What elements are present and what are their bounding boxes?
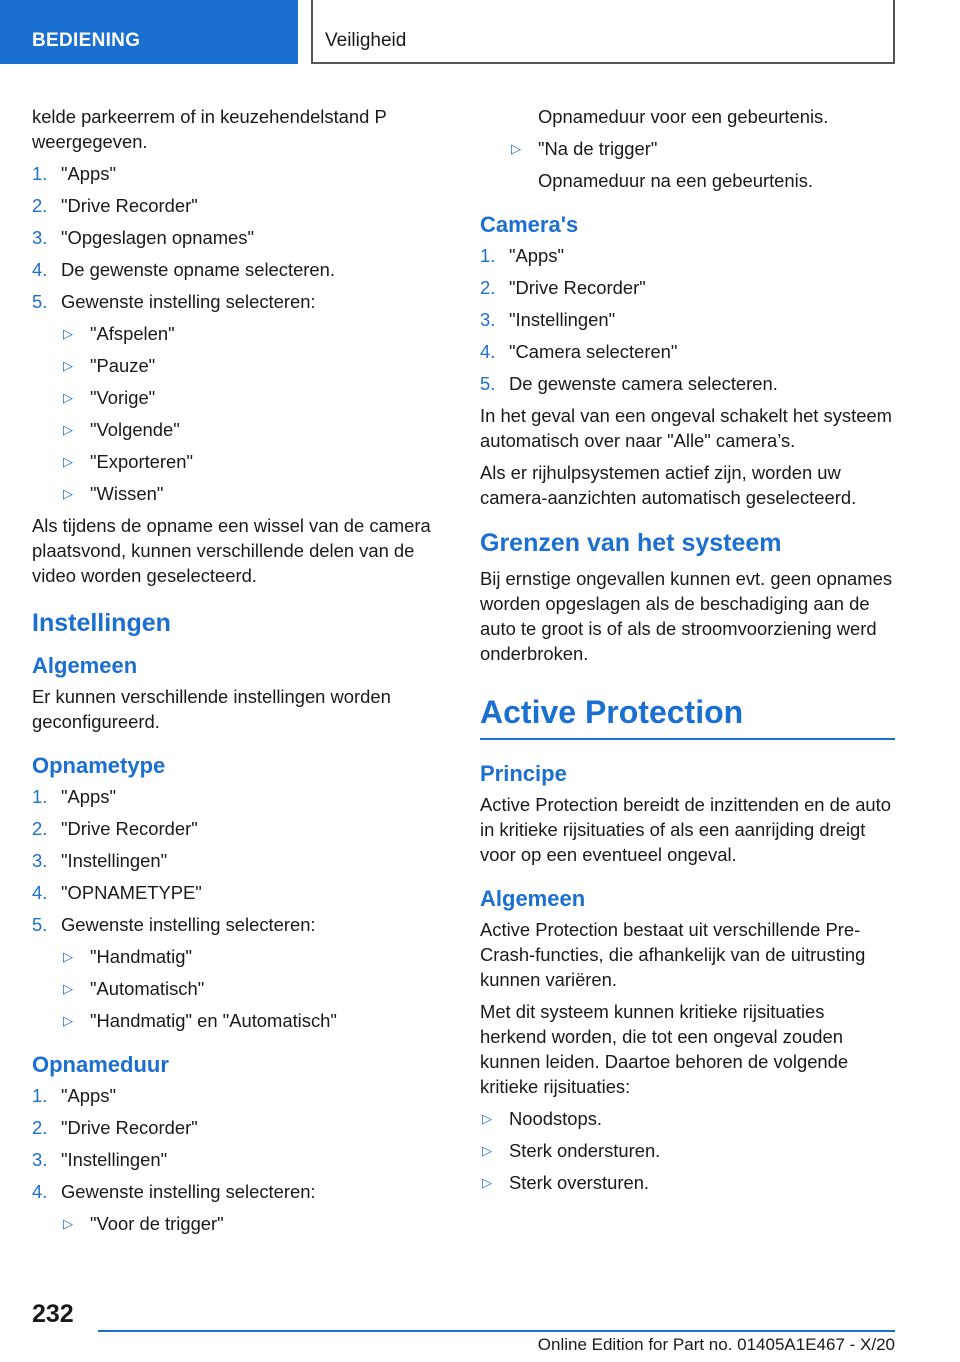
list-item-text: "Pauze": [90, 355, 156, 376]
step-number: 2.: [32, 195, 48, 216]
sub-list-opnameduur: [32, 1211, 444, 1236]
auto-switch-paragraph: In het geval van een ongeval schakelt het systeem automatisch over naar "Alle" camera’s.: [480, 405, 893, 451]
triangle-bullet-icon: ▷: [63, 326, 73, 341]
list-item: [32, 225, 444, 250]
step-text: "Drive Recorder": [61, 1117, 198, 1138]
heading-active-protection: Active Protection: [480, 692, 895, 740]
list-item-text: "Vorige": [90, 387, 156, 408]
step-number: 4.: [32, 882, 48, 903]
step-number: 1.: [32, 163, 48, 184]
list-item: [32, 944, 444, 969]
step-text: "Drive Recorder": [509, 277, 646, 298]
step-text: "Apps": [61, 1085, 116, 1106]
intro-paragraph: kelde parkeerrem of in keuzehendelstand P weergegeven.: [32, 106, 387, 152]
list-item: [32, 417, 444, 442]
list-item: [32, 1008, 444, 1033]
step-number: 2.: [32, 818, 48, 839]
list-item: [32, 449, 444, 474]
list-item-text: Sterk oversturen.: [509, 1172, 650, 1193]
list-item: [32, 912, 444, 937]
step-number: 4.: [32, 259, 48, 280]
triangle-bullet-icon: ▷: [63, 358, 73, 373]
list-item: [32, 848, 444, 873]
footer-rule: [98, 1330, 895, 1332]
step-number: 4.: [480, 341, 496, 362]
step-number: 2.: [32, 1117, 48, 1138]
step-text: "Opgeslagen opnames": [61, 227, 255, 248]
step-text: "Apps": [509, 245, 564, 266]
list-item: [32, 880, 444, 905]
list-item: [480, 243, 895, 268]
section-tab: [0, 0, 298, 64]
triangle-bullet-icon: ▷: [482, 1175, 492, 1190]
triangle-bullet-icon: ▷: [63, 981, 73, 996]
list-item: [32, 481, 444, 506]
settings-paragraph: Er kunnen verschillende instellingen worden geconfigureerd.: [32, 686, 391, 732]
triangle-bullet-icon: ▷: [63, 454, 73, 469]
list-item: [32, 353, 444, 378]
driver-assist-paragraph: Als er rijhulpsystemen actief zijn, worden uw camera-aanzichten automatisch geselecteerd.: [480, 462, 857, 508]
list-item-text: "Wissen": [90, 483, 164, 504]
chapter-header: [311, 0, 895, 64]
sub-item-text: "Na de trigger": [538, 138, 658, 159]
list-item: [32, 289, 444, 314]
heading-instellingen: Instellingen: [32, 609, 171, 637]
heading-grenzen: Grenzen van het systeem: [480, 529, 782, 557]
step-text: "OPNAMETYPE": [61, 882, 202, 903]
list-item-text: "Volgende": [90, 419, 180, 440]
list-item: [480, 275, 895, 300]
heading-opnametype: Opnametype: [32, 753, 166, 778]
triangle-bullet-icon: ▷: [63, 1013, 73, 1028]
step-number: 2.: [480, 277, 496, 298]
situations-paragraph: Met dit systeem kunnen kritieke rijsituaties herkend worden, die tot een ongeval zouden kunnen leiden. Daartoe behoren de volgende kritieke rijsituaties:: [480, 1001, 849, 1097]
step-text: "Apps": [61, 786, 116, 807]
sub-list-opnametype: [32, 944, 444, 1033]
step-text: "Drive Recorder": [61, 818, 198, 839]
list-item-text: "Handmatig": [90, 946, 192, 967]
list-item: [32, 385, 444, 410]
precrash-paragraph: Active Protection bestaat uit verschillende Pre-Crash-functies, die afhankelijk van de uitrusting kunnen variëren.: [480, 919, 866, 990]
list-item: [480, 1170, 895, 1195]
bullet-list-situations: [480, 1106, 895, 1195]
list-item: [32, 1147, 444, 1172]
list-item: [480, 371, 895, 396]
step-text: Gewenste instelling selecteren:: [61, 914, 316, 935]
triangle-bullet-icon: ▷: [63, 486, 73, 501]
list-item: [32, 1115, 444, 1140]
list-item: [32, 816, 444, 841]
step-number: 1.: [32, 1085, 48, 1106]
step-number: 3.: [480, 309, 496, 330]
step-text: Gewenste instelling selecteren:: [61, 291, 316, 312]
step-text: Gewenste instelling selecteren:: [61, 1181, 316, 1202]
chapter-title: Veiligheid: [325, 30, 407, 51]
step-text: "Instellingen": [509, 309, 616, 330]
list-item-text: "Handmatig" en "Automatisch": [90, 1010, 337, 1031]
edition-footer: Online Edition for Part no. 01405A1E467 - X/20: [537, 1335, 895, 1354]
triangle-bullet-icon: ▷: [482, 1143, 492, 1158]
step-text: "Drive Recorder": [61, 195, 198, 216]
steps-list-opnametype: [32, 784, 444, 937]
list-item: [480, 1106, 895, 1131]
step-number: 3.: [32, 227, 48, 248]
step-text: De gewenste camera selecteren.: [509, 373, 778, 394]
heading-algemeen: Algemeen: [32, 653, 138, 678]
step-number: 5.: [32, 291, 48, 312]
page-number: 232: [32, 1300, 74, 1328]
list-item-text: "Voor de trigger": [90, 1213, 224, 1234]
step-text: "Instellingen": [61, 850, 168, 871]
list-item: [32, 1083, 444, 1108]
triangle-bullet-icon: ▷: [63, 422, 73, 437]
list-item-text: "Afspelen": [90, 323, 175, 344]
list-item-text: Noodstops.: [509, 1108, 603, 1129]
list-item: [480, 307, 895, 332]
list-item-text: Sterk ondersturen.: [509, 1140, 661, 1161]
triangle-bullet-icon: ▷: [63, 949, 73, 964]
step-number: 3.: [32, 850, 48, 871]
list-item: [480, 1138, 895, 1163]
triangle-bullet-icon: ▷: [63, 1216, 73, 1231]
continuation-text: Opnameduur voor een gebeurtenis.: [538, 106, 829, 127]
left-column: [32, 104, 444, 1243]
list-item: [32, 257, 444, 282]
camera-switch-paragraph: Als tijdens de opname een wissel van de camera plaatsvond, kunnen verschillende delen van de video worden geselecteerd.: [32, 515, 431, 586]
list-item: [32, 784, 444, 809]
step-text: De gewenste opname selecteren.: [61, 259, 335, 280]
limits-paragraph: Bij ernstige ongevallen kunnen evt. geen opnames worden opgeslagen als de beschadiging aan de auto te groot is of als de stroomvoorziening werd onderbroken.: [480, 568, 893, 664]
continuation-text: Opnameduur na een gebeurtenis.: [538, 170, 814, 191]
heading-cameras: Camera's: [480, 212, 579, 237]
step-text: "Camera selecteren": [509, 341, 678, 362]
step-number: 5.: [480, 373, 496, 394]
list-item: [32, 193, 444, 218]
list-item: [32, 1179, 444, 1204]
step-number: 1.: [480, 245, 496, 266]
list-item: [32, 321, 444, 346]
triangle-bullet-icon: ▷: [511, 141, 521, 156]
list-item-text: "Exporteren": [90, 451, 194, 472]
step-number: 3.: [32, 1149, 48, 1170]
heading-principe: Principe: [480, 761, 567, 786]
step-number: 1.: [32, 786, 48, 807]
section-tab-label: BEDIENING: [32, 30, 141, 51]
heading-algemeen-2: Algemeen: [480, 886, 586, 911]
list-item: [32, 976, 444, 1001]
step-text: "Instellingen": [61, 1149, 168, 1170]
step-text: "Apps": [61, 163, 116, 184]
list-item: [480, 339, 895, 364]
triangle-bullet-icon: ▷: [63, 390, 73, 405]
heading-opnameduur: Opnameduur: [32, 1052, 169, 1077]
list-item-text: "Automatisch": [90, 978, 205, 999]
sub-list-playback: [32, 321, 444, 506]
list-item: [32, 1211, 444, 1236]
right-column: [480, 104, 895, 1202]
list-item: [32, 161, 444, 186]
sub-item: [480, 136, 895, 161]
step-number: 4.: [32, 1181, 48, 1202]
steps-list-cameras: [480, 243, 895, 396]
triangle-bullet-icon: ▷: [482, 1111, 492, 1126]
principle-paragraph: Active Protection bereidt de inzittenden en de auto in kritieke rijsituaties of als een aanrijding dreigt voor op een eventueel ongeval.: [480, 794, 891, 865]
steps-list-opnameduur: [32, 1083, 444, 1204]
steps-list-playback: [32, 161, 444, 314]
step-number: 5.: [32, 914, 48, 935]
